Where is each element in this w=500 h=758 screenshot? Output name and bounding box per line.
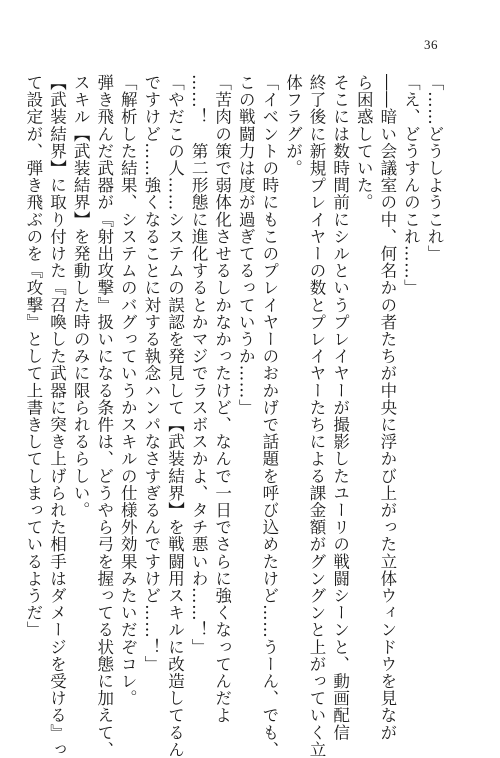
text-line: ……！ 第二形態に進化するとかマジでラスボスかよ、タチ悪いわ……！」 — [189, 74, 209, 656]
text-line: 弾き飛んだ武器が『射出攻撃』扱いになる条件は、どうやら弓を握ってる状態に加えて、 — [94, 74, 114, 758]
text-line: ――暗い会議室の中、何名かの者たちが中央に浮かび上がった立体ウィンドウを見なが — [377, 74, 397, 741]
text-line: 終了後に新規プレイヤーの数とプレイヤーたちによる課金額がグングンと上がっていく立 — [307, 74, 327, 758]
text-line: 「やだこの人……システムの誤認を発見して【武装結界】を戦闘用スキルに改造してるん — [165, 74, 185, 758]
text-line: 【武装結界】に取り付けた『召喚した武器に突き上げられた相手はダメージを受ける』っ — [47, 74, 67, 758]
page-number: 36 — [424, 37, 438, 52]
text-line: スキル【武装結界】を発動した時のみに限られるらしい。 — [71, 74, 91, 519]
text-line: 「え、どうすんのこれ……」 — [401, 74, 421, 297]
text-line: ら困惑していた。 — [354, 74, 374, 211]
text-line: て設定が、弾き飛ぶのを『攻撃』として上書きしてしまっているようだ」 — [23, 74, 43, 639]
text-line: 「苦肉の策で弱体化させるしかなかったけど、なんで一日でさらに強くなってんだよ — [212, 74, 232, 724]
vertical-text-body — [23, 74, 446, 758]
text-line: 「……どうしようこれ」 — [425, 74, 444, 263]
text-line: そこには数時間前にシルというプレイヤーが撮影したユーリの戦闘シーンと、動画配信 — [330, 74, 350, 741]
text-line: ですけど……強くなることに対する執念ハンパなさすぎるんですけど……！」 — [141, 74, 161, 673]
text-line: 体フラグが。 — [283, 74, 303, 177]
text-line: 「イベントの時にもこのプレイヤーのおかげで話題を呼び込めたけど……うーん、でも、 — [259, 74, 279, 758]
text-line: 「解析した結果、システムのバグっていうかスキルの仕様外効果みたいだぞコレ。 — [118, 74, 138, 707]
text-line: この戦闘力は度が過ぎてるっていうか……」 — [236, 74, 256, 416]
